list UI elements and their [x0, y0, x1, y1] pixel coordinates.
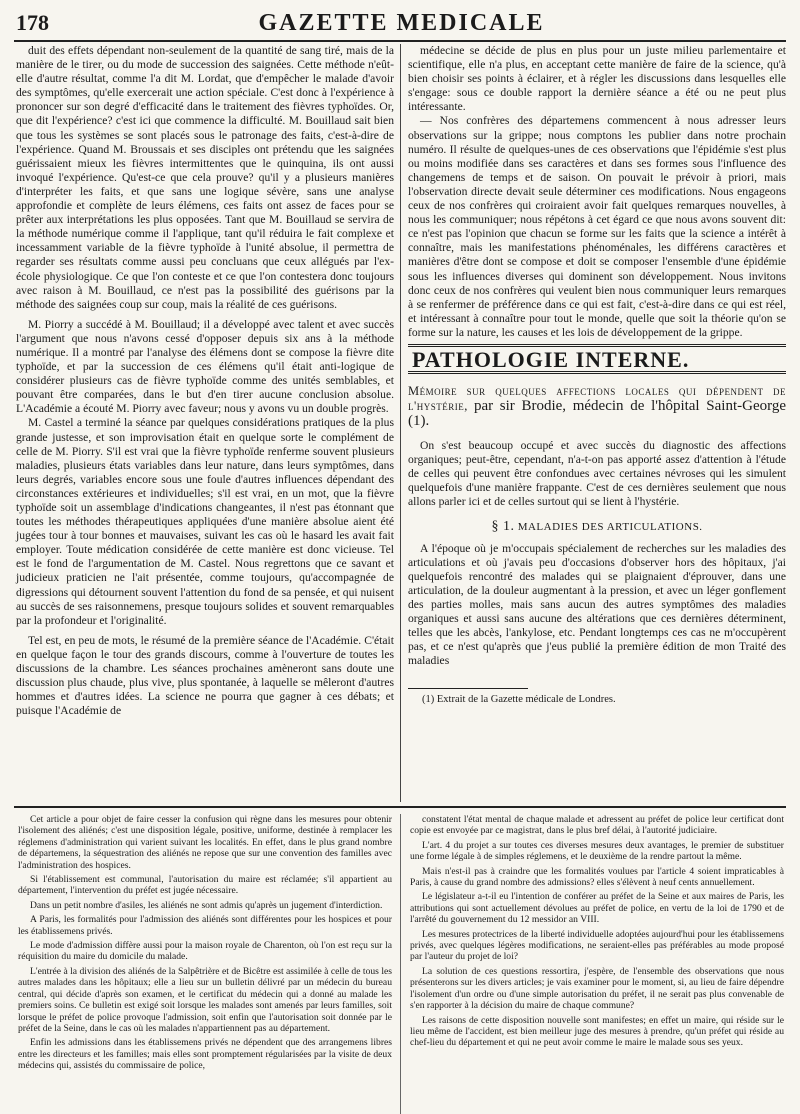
right-paragraph: médecine se décide de plus en plus pour un juste milieu parlementaire et scientifique, elle n'a plus, en acceptant cette manière de faire de la science, qu'à bien choisir ses points à éclairer, et à régler les discussions dans lesquelles elle s'engage: sous ce double rapport la dernière séance a été ou ne peut plus intéressante.: [408, 44, 786, 114]
left-paragraph: Tel est, en peu de mots, le résumé de la première séance de l'Académie. C'était en quelque façon le tour des grands discours, comme à l'ouverture de toutes les discussions de la chambre. Les séances prochaines amèneront sans doute une discussion plus chaude, plus vive, plus spontanée, à laquelle se mêleront d'autres hommes et d'autres idées. La science ne pourra que gagner à ces débats; et puisque l'Académie de: [16, 633, 394, 718]
feuilleton-paragraph: Dans un petit nombre d'asiles, les aliénés ne sont admis qu'après un jugement d'interdiction.: [30, 899, 383, 911]
right-column: [408, 44, 786, 708]
feuilleton-paragraph: Enfin les admissions dans les établissemens privés ne dépendent que des arrangemens libres entre les directeurs et les familles; mais elles sont promptement régularisées par la visite de deux médecins qui, assistés du commissaire de police,: [18, 1037, 392, 1072]
intro-paragraph: On s'est beaucoup occupé et avec succès du diagnostic des affections organiques; peut-être, cependant, n'a-t-on pas apporté assez d'attention à l'étude de celles qui peuvent être confondues avec certaines névroses qui les simulent quelquefois d'une manière frappante. C'est de ces dernières seulement que nous allons parler ici et de celles surtout qui se lient à l'hystérie.: [408, 439, 786, 509]
feuilleton-left-column: [18, 814, 392, 1072]
feuilleton-paragraph: L'art. 4 du projet a sur toutes ces diverses mesures deux avantages, le premier de substituer une forme légale à de simples réglemens, et le deuxième de la rendre partout la même.: [410, 839, 784, 863]
left-paragraph: M. Castel a terminé la séance par quelques considérations pratiques de la plus grande justesse, et son improvisation était en quelque sorte le complément de celle de M. Piorry. S'il est vrai que la fièvre typhoïde renferme souvent plusieurs maladies, plusieurs états variables dans leur nature, dans leurs symptômes, dans leurs degrés, variables encore sous une foule d'autres influences dépendant des circonstances extérieures et individuelles; s'il est vrai, en un mot, que la fièvre typhoïde soit un assemblage d'indications changeantes, il n'est pas étonnant que toutes les méthodes thérapeutiques appliquées d'une manière absolue aient été jugées tour à tour bonnes et mauvaises, suivant les cas où le hasard les avait fait employer. Toute médication considérée de cette manière est donc vicieuse. Tel est le fond de l'argumentation de M. Castel. Nous regrettons que ce savant et judicieux praticien ne l'ait présentée, comme toujours, qu'accompagnée de digressions qui détournent souvent l'attention du fond de sa pensée, et qui nuisent au succès de ses raisonnemens, presque toujours solides et souvent remarquables par la profondeur et l'originalité.: [16, 416, 394, 627]
page-header: [14, 10, 786, 42]
feuilleton-paragraph: constatent l'état mental de chaque malade et adressent au préfet de police leur certificat dont copie est envoyée par ce magistrat, dans le plus bref délai, à l'autorité judiciaire.: [410, 814, 784, 837]
feuilleton-section: [14, 814, 786, 1114]
feuilleton-paragraph: La solution de ces questions ressortira, j'espère, de l'ensemble des observations que nous présenterons sur les divers articles; je vais examiner pour le moment, si, au lieu de faire dépendre l'isolement d'un ordre ou d'une simple autorisation du préfet, il ne serait pas plus convenable de s'en rapporter à la décision du maire de chaque commune?: [410, 965, 784, 1012]
subsection-paragraph: A l'époque où je m'occupais spécialement de recherches sur les maladies des articulations et où j'avais peu d'occasions d'observer hors des hôpitaux, j'ai quelquefois rencontré des malades qui se plaignaient d'éprouver, dans une articulation, de la douleur augmentant à la pression, et avec un léger gonflement des parties molles, mais sans aucun des autres symptômes des maladies organiques et aussi sans aucune des altérations que ces dernières déterminent, telles que les abcès, l'ankylose, etc. Pendant longtemps ces cas ne m'occupèrent pas, et ce n'est qu'après que j'eus publié la première édition de mon Traité des maladies: [408, 541, 786, 668]
memoire-title: [408, 384, 786, 429]
feuilleton-paragraph: Cet article a pour objet de faire cesser la confusion qui règne dans les mesures pour obtenir l'isolement des aliénés; c'est une disposition légale, positive, uniforme, destinée à remplacer les réglemens d'administration qui varient suivant les localités. En effet, dans le plus grand nombre de départemens, la séquestration des aliénés ne repose que sur une convention des familles avec l'administration des hospices.: [18, 814, 392, 871]
subsection-number: § 1.: [491, 518, 515, 534]
memoire-title-caps: Mémoire sur quelques affections locales qui dépendent de l'hystérie,: [408, 384, 786, 414]
subsection-heading: [408, 520, 786, 534]
newspaper-page: [14, 10, 786, 1072]
feuilleton-column-divider: [400, 814, 401, 1114]
left-paragraph: M. Piorry a succédé à M. Bouillaud; il a développé avec talent et avec succès l'argument que nous n'avons cessé d'opposer depuis six ans à la méthode numérique. Il a montré par l'analyse des élémens dont se compose la fièvre dite typhoïde, et par la succession de ces élémens qu'il était anti-logique de considérer plusieurs cas de fièvre typhoïde comme des unités semblables, et pouvant être comparées, dans le but d'en tirer aucune conclusion absolue. L'Académie a écouté M. Piorry avec faveur; nous y avons vu un double progrès.: [16, 317, 394, 416]
footnote: (1) Extrait de la Gazette médicale de Londres.: [422, 694, 616, 706]
feuilleton-paragraph: Si l'établissement est communal, l'autorisation du maire est réclamée; s'il appartient au département, l'intervention du préfet est jugée nécessaire.: [18, 874, 392, 897]
section-title: PATHOLOGIE INTERNE.: [408, 344, 786, 374]
left-paragraph: duit des effets dépendant non-seulement de la quantité de sang tiré, mais de la manière de le tirer, ou du mode de succession des saignées. Cette méthode n'eût-elle d'autre résultat, comme l'a dit M. Lordat, que d'empêcher le malade d'avoir des symptômes, qu'elle exercerait une action spéciale. C'est donc à l'expérience à prononcer sur son degré d'efficacité dans le traitement des fièvres typhoïdes. Or, que dit l'expérience? c'est ici que commence la difficulté. M. Bouillaud sait bien que tous les systèmes se sont placés sous le patronage des faits, c'est-à-dire de l'expérience. Quand M. Broussais et ses disciples ont prétendu que les saignées guérissaient mieux les fièvres intermittentes que le quinquina, ils ont aussi invoqué l'expérience. Qu'est-ce que cela prouve? qu'il y a plusieurs manières d'interpréter les faits, et que sans une logique sévère, sans une analyse approfondie et complète de leurs élémens, ces faits ont assez de faces pour se prêter aux interprétations les plus opposées. Tant que M. Bouillaud se servira de la méthode numérique comme il l'applique, tant qu'il réduira le fait complexe et incessamment variable de la fièvre typhoïde à l'unité absolue, il permettra de regarder ses résultats comme aussi peu concluans que ceux allégués par l'ex-école physiologique. Ce que l'on conteste et ce que l'on contestera donc toujours avec raison à M. Bouillaud, ce n'est pas la possibilité des guérisons par la méthode des saignées coup sur coup, mais la réalité de ces guérisons.: [16, 44, 394, 311]
left-column: [16, 44, 394, 718]
upper-columns: [14, 44, 786, 802]
right-paragraph: — Nos confrères des départemens commencent à nous adresser leurs observations sur la grippe; nous comptons les publier dans notre prochain numéro. Il résulte de quelques-unes de ces observations que l'épidémie s'est plus ou moins modifiée dans ses caractères et dans ses formes sous l'influence des changemens de temps et de saison. On pouvait le prévoir à priori, mais l'observation directe devait seule déterminer ces modifications. Nous engageons ceux de nos confrères qui croiraient avoir fait quelques remarques nouvelles, à nous les communiquer; nous répétons à cet égard ce que nous avons souvent dit: ce n'est pas l'opinion que chacun se forme sur les faits que la science a intérêt à connaître, mais les manifestations phénoménales, les différens caractères et manières d'être dont se compose et doit se composer l'ensemble d'une épidémie sous les influences diverses qui dominent son développement. Nous invitons donc ceux de nos confrères qui veulent bien nous communiquer leurs remarques à se renfermer de préférence dans ce qui est fait, c'est-à-dire dans ce qui est réel, et intéressant à connaître pour tout le monde, quelle que soit la théorie qu'on se forme sur la nature, les causes et les lois de développement de la grippe.: [408, 114, 786, 339]
journal-title: GAZETTE MEDICALE: [258, 10, 545, 36]
feuilleton-paragraph: Mais n'est-il pas à craindre que les formalités voulues par l'article 4 soient impraticables à Paris, à cause du grand nombre des admissions? elles s'élèvent à neuf cents annuellement.: [410, 865, 784, 889]
feuilleton-divider: [14, 806, 786, 808]
feuilleton-paragraph: A Paris, les formalités pour l'admission des aliénés sont différentes pour les hospices et pour les établissemens privés.: [18, 914, 392, 937]
subsection-title: MALADIES DES ARTICULATIONS.: [517, 520, 703, 533]
feuilleton-paragraph: Les mesures protectrices de la liberté individuelle adoptées aujourd'hui pour les établissemens privés, avec quelques légères modifications, ne seraient-elles pas préférables au mode proposé par l'auteur du projet de loi?: [410, 928, 784, 963]
column-divider: [400, 44, 401, 802]
feuilleton-paragraph: Les raisons de cette disposition nouvelle sont manifestes; en effet un maire, qui réside sur le lieu même de l'accident, est bien meilleur juge des mesures à prendre, qu'un préfet qui réside au chef-lieu du département et qui ne peut avoir comme le maire le malade sous ses yeux.: [410, 1014, 784, 1049]
page-number: 178: [16, 10, 49, 35]
feuilleton-right-column: [410, 814, 784, 1049]
memoire-title-author: par sir Brodie, médecin de l'hôpital Saint-George (1).: [408, 398, 786, 430]
feuilleton-paragraph: L'entrée à la division des aliénés de la Salpêtrière et de Bicêtre est assimilée à celle de tous les autres malades dans les hôpitaux; elle a lieu sur un bulletin délivré par un médecin du bureau central, qui décide d'après son examen, et le certificat du médecin qui a donné au malade les premiers soins. Ce bulletin est exigé soit lorsque les malades sont amenés par leurs familles, soit lorsque le préfet de police provoque l'admission, soit enfin que l'autorisation soit donnée par le préfet de la Seine, dans le cas où les malades n'appartiennent pas au département.: [18, 965, 392, 1034]
feuilleton-paragraph: Le mode d'admission diffère aussi pour la maison royale de Charenton, où l'on est reçu sur la réquisition du maire du domicile du malade.: [18, 940, 392, 963]
feuilleton-paragraph: Le législateur a-t-il eu l'intention de conférer au préfet de la Seine et aux maires de Paris, les attributions qui sont actuellement dévolues au préfet de police, en vertu de la loi de 1790 et de l'arrêté du gouvernement du 12 messidor an VIII.: [410, 891, 784, 926]
footnote-rule: [408, 688, 528, 689]
